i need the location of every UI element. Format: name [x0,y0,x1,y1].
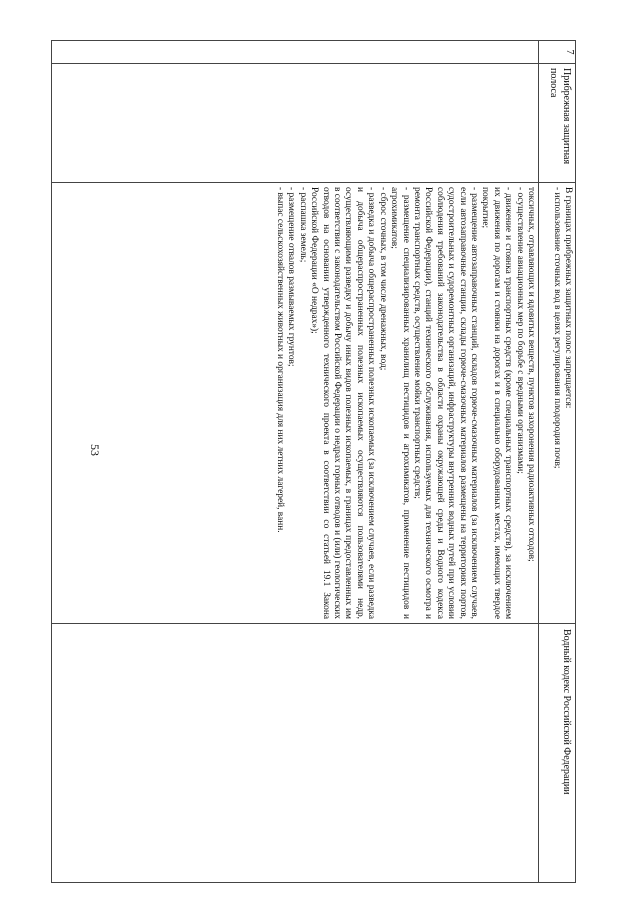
page-number: 53 [88,444,102,456]
restriction-line: - сброс сточных, в том числе дренажных, вод; [377,187,388,371]
restrictions-table [51,40,576,883]
zone-name-cell [539,64,576,183]
restriction-line: - выпас сельскохозяйственных животных и организация для них летних лагерей, ванн. [275,187,286,533]
table-row [539,41,576,883]
restriction-line: - размещение автозаправочных станций, складов горюче-смазочных материалов (за исключением случаев, если автозаправочные станции, склады горюче-смазочных материалов размещены на территориях портов, судостроительных и судоремонтных организаций, инфраструктуры внутренних водных путей при условии соблюдения требований законодательства в области охраны окружающей среды и Водного кодекса Российской Федерации), станций технического обслуживания, используемых для технического осмотра и ремонта транспортных средств, осуществление мойки транспортных средств; [411,187,479,619]
restriction-line: токсичных, отравляющих и ядовитых веществ, пунктов захоронения радиоактивных отходов; [526,187,536,562]
restrictions-text [548,183,575,623]
zone-name: Прибрежная защитная полоса [548,68,572,165]
restriction-line: - разведка и добыча общераспространенных полезных ископаемых (за исключением случаев, если разведка и добыча общераспространенных полезных ископаемых осуществляются пользователями недр, осуществляющими разведку и добычу иных видов полезных ископаемых, в границах предоставленных им в соответствии с законодательством Российской Федерации о недрах горных отводов и (или) геологических отводов на основании утвержденного технического проекта в соответствии со статьей 19.1 Закона Российской Федерации «О недрах»); [309,187,377,619]
restriction-line: - размещение специализированных хранилищ пестицидов и агрохимикатов, применение пестицидов и агрохимикатов; [389,187,411,619]
restriction-line: В границах прибрежных защитных полос запрещается: [563,187,573,409]
restriction-line: - распашка земель; [297,187,308,263]
row-number: 7 [564,49,575,55]
restrictions-cell [539,183,576,624]
restrictions-text [272,183,538,623]
restriction-line: - размещение отвалов размываемых грунтов; [286,187,297,367]
rotated-page [66,40,576,860]
legal-basis-cell [539,624,576,883]
row-number-cell [52,41,539,64]
zone-name-cell [52,64,539,183]
legal-basis-cell [52,624,539,883]
restriction-line: - осуществление авиационных мер по борьбе с вредными организмами; [514,187,525,474]
row-number-cell [539,41,576,64]
restriction-line: - движение и стоянка транспортных средств (кроме специальных транспортных средств), за исключением их движения по дорогам и стоянки на дорогах и в специально оборудованных местах, имеющих твердое покрытие; [480,187,514,619]
restriction-line: - использование сточных вод в целях регулирования плодородия почв; [551,187,562,469]
table-row [52,41,539,883]
legal-basis: Водный кодекс Российской Федерации [561,629,572,795]
restrictions-cell [52,183,539,624]
